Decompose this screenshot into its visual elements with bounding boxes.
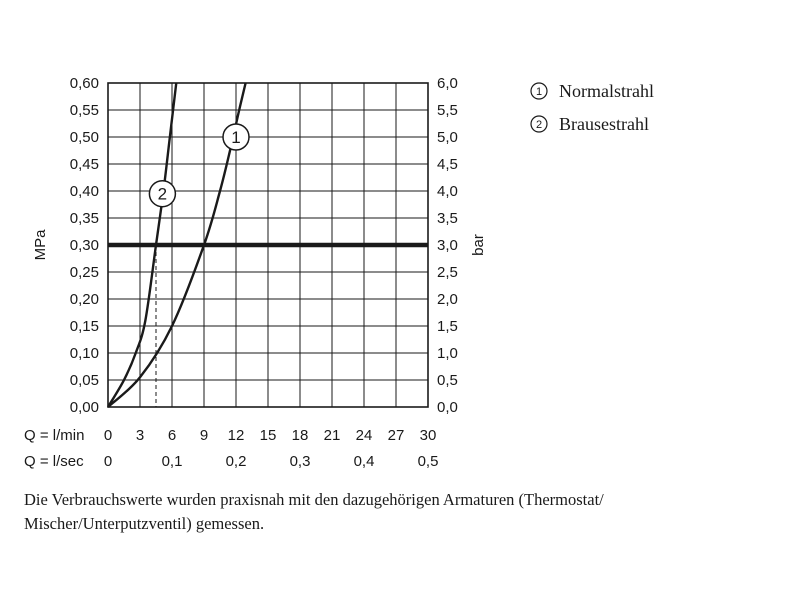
series-markers (149, 124, 249, 207)
y-right-tick-label: 2,5 (437, 264, 458, 281)
x-tick-label-lmin: 24 (355, 427, 373, 444)
x-tick-label-lsec: 0,1 (161, 453, 183, 470)
y-left-tick-label: 0,00 (69, 399, 99, 416)
x-tick-label-lsec: 0 (103, 453, 113, 470)
y-right-tick-label: 0,0 (437, 399, 458, 416)
x-tick-label-lmin: 6 (167, 427, 177, 444)
x-tick-label-lsec: 0,4 (353, 453, 375, 470)
series-marker-label-2: 2 (157, 184, 168, 204)
legend-entry-1: Normalstrahl (559, 81, 654, 101)
y-right-tick-label: 2,0 (437, 291, 458, 308)
footnote-text: Die Verbrauchswerte wurden praxisnah mit den dazugehörigen Armaturen (Thermostat/ Mischer/Unterputzventil) gemessen. (24, 490, 604, 533)
y-left-tick-label: 0,55 (69, 102, 99, 119)
x-tick-label-lmin: 0 (103, 427, 113, 444)
y-left-tick-labels (70, 75, 99, 416)
legend-marker-label-2: 2 (535, 119, 543, 131)
y-left-tick-label: 0,35 (69, 210, 99, 227)
x-tick-label-lmin: 18 (291, 427, 309, 444)
y-left-tick-label: 0,50 (69, 129, 99, 146)
y-right-tick-label: 1,0 (437, 345, 458, 362)
y-left-tick-label: 0,20 (69, 291, 99, 308)
legend (531, 81, 654, 134)
y-left-tick-label: 0,40 (69, 183, 99, 200)
y-left-tick-label: 0,15 (69, 318, 99, 335)
y-left-tick-label: 0,30 (69, 237, 99, 254)
y-right-tick-labels (437, 75, 458, 416)
y-left-tick-label: 0,45 (69, 156, 99, 173)
x-tick-labels (104, 427, 439, 470)
y-right-tick-label: 5,0 (437, 129, 458, 146)
legend-marker-label-1: 1 (535, 86, 543, 98)
y-right-tick-label: 5,5 (437, 102, 458, 119)
y-right-tick-label: 3,0 (437, 237, 458, 254)
x-tick-label-lsec: 0,2 (225, 453, 247, 470)
x-row1-label: Q = l/min (24, 427, 85, 444)
y-right-axis-label: bar (470, 234, 487, 256)
legend-entry-2: Brausestrahl (559, 114, 649, 134)
y-right-tick-label: 0,5 (437, 372, 458, 389)
x-tick-label-lsec: 0,5 (417, 453, 439, 470)
x-tick-label-lmin: 27 (387, 427, 405, 444)
x-tick-label-lmin: 15 (259, 427, 277, 444)
y-left-tick-label: 0,10 (69, 345, 99, 362)
y-left-axis-label: MPa (32, 229, 49, 261)
x-tick-label-lmin: 30 (419, 427, 437, 444)
y-left-tick-label: 0,25 (69, 264, 99, 281)
y-right-tick-label: 4,0 (437, 183, 458, 200)
x-tick-label-lsec: 0,3 (289, 453, 311, 470)
x-tick-label-lmin: 21 (323, 427, 341, 444)
series-marker-label-1: 1 (231, 128, 241, 147)
x-tick-label-lmin: 12 (227, 427, 245, 444)
x-row2-label: Q = l/sec (24, 453, 84, 470)
y-left-tick-label: 0,05 (69, 372, 99, 389)
x-tick-label-lmin: 9 (199, 427, 209, 444)
y-right-tick-label: 3,5 (437, 210, 458, 227)
y-right-tick-label: 1,5 (437, 318, 458, 335)
y-right-tick-label: 4,5 (437, 156, 458, 173)
y-left-tick-label: 0,60 (69, 75, 99, 92)
y-right-tick-label: 6,0 (437, 75, 458, 92)
x-tick-label-lmin: 3 (135, 427, 145, 444)
